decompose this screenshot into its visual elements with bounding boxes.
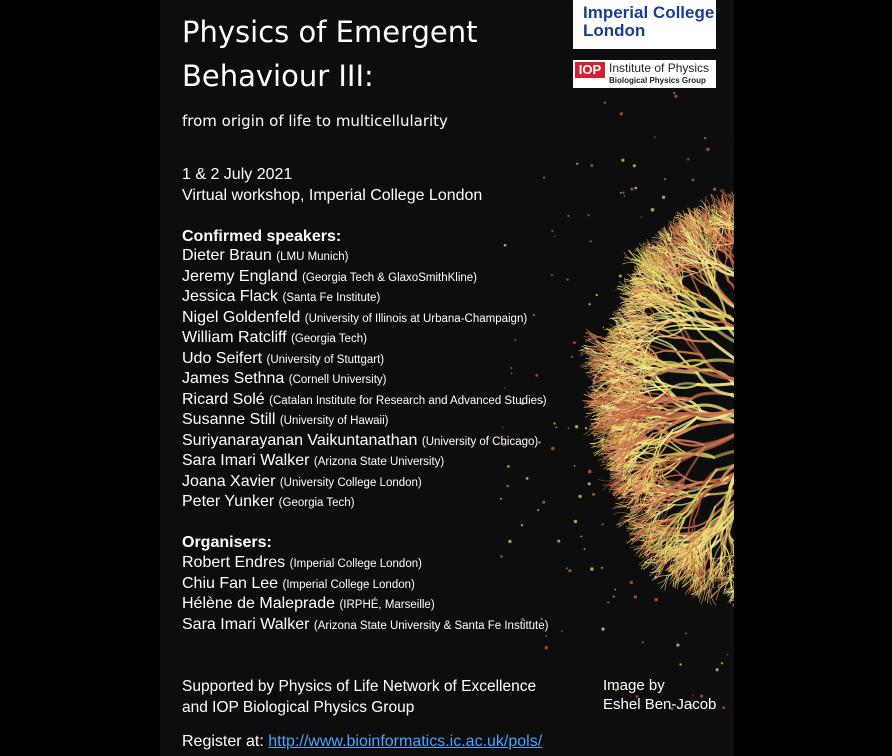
speaker-affiliation: (Georgia Tech)	[291, 333, 367, 345]
speaker-name: Dieter Braun	[182, 247, 272, 264]
register-link[interactable]: http://www.bioinformatics.ic.ac.uk/pols/	[268, 733, 543, 750]
organiser-name: Robert Endres	[182, 554, 286, 571]
speaker-name: Ricard Solé	[182, 390, 265, 408]
speaker-affiliation: (University of Hawaii)	[279, 415, 389, 427]
speaker-affiliation: (University College London)	[279, 476, 422, 489]
speaker-row	[182, 452, 444, 470]
speaker-row	[182, 473, 422, 491]
support-line-1: Supported by Physics of Life Network of Excellence	[182, 678, 537, 695]
organiser-affiliation: (Arizona State University & Santa Fe Institute)	[313, 619, 549, 632]
event-poster	[160, 0, 734, 756]
speaker-affiliation: (Catalan Institute for Research and Advanced Studies)	[269, 394, 547, 407]
speaker-row	[182, 370, 387, 388]
speaker-row	[182, 268, 477, 286]
image-credit	[603, 676, 716, 714]
iop-mark: IOP	[575, 62, 605, 78]
speaker-name: Sara Imari Walker	[182, 452, 310, 469]
organisers-heading: Organisers:	[182, 534, 272, 551]
poster-subtitle: from origin of life to multicellularity	[182, 112, 448, 130]
organiser-affiliation: (Imperial College London)	[289, 558, 422, 570]
speaker-row	[182, 411, 388, 429]
speaker-name: Suriyanarayanan Vaikuntanathan	[182, 431, 418, 449]
organiser-row	[182, 616, 548, 634]
speakers-heading: Confirmed speakers:	[182, 228, 342, 245]
speaker-affiliation: (Arizona State University)	[313, 456, 445, 468]
speaker-row	[182, 493, 355, 511]
imperial-logo-line-1: Imperial College	[583, 3, 715, 22]
support-note	[182, 676, 536, 718]
speaker-row	[182, 432, 538, 450]
speaker-row	[182, 391, 547, 409]
poster-title-line-1: Physics of Emergent	[182, 15, 478, 49]
speaker-row	[182, 288, 380, 306]
iop-name: Institute of Physics	[609, 61, 710, 75]
speaker-row	[182, 350, 384, 368]
iop-group: Biological Physics Group	[609, 76, 706, 85]
image-credit-line-2: Eshel Ben-Jacob	[603, 696, 717, 713]
organiser-name: Sara Imari Walker	[182, 615, 310, 633]
organiser-affiliation: (IRPHÉ, Marseille)	[339, 599, 435, 611]
speaker-affiliation: (Georgia Tech)	[278, 497, 355, 509]
event-date: 1 & 2 July 2021	[182, 166, 293, 183]
speaker-row	[182, 329, 367, 347]
imperial-logo-line-2: London	[583, 21, 646, 40]
speaker-name: Jeremy England	[182, 267, 298, 285]
organiser-name: Hélène de Maleprade	[182, 595, 335, 612]
organiser-row	[182, 595, 435, 613]
speaker-affiliation: (University of Stuttgart)	[266, 353, 385, 366]
speaker-affiliation: (LMU Munich)	[276, 251, 349, 263]
iop-logo	[573, 60, 716, 88]
speaker-name: William Ratcliff	[182, 329, 287, 346]
imperial-college-logo	[573, 0, 716, 49]
event-venue: Virtual workshop, Imperial College London	[182, 187, 483, 204]
register-line	[182, 733, 542, 751]
speaker-affiliation: (Cornell University)	[288, 374, 387, 386]
register-label: Register at:	[182, 733, 264, 750]
organiser-row	[182, 554, 422, 572]
poster-title-line-2: Behaviour III:	[182, 59, 374, 93]
speaker-affiliation: (University of Illinois at Urbana-Champaign)	[304, 312, 528, 325]
image-credit-line-1: Image by	[603, 677, 665, 694]
speaker-affiliation: (Georgia Tech & GlaxoSmithKline)	[302, 271, 477, 284]
organiser-row	[182, 575, 415, 593]
speaker-row	[182, 247, 349, 265]
organiser-affiliation: (Imperial College London)	[282, 578, 415, 591]
support-line-2: and IOP Biological Physics Group	[182, 699, 415, 716]
speaker-name: Jessica Flack	[182, 288, 279, 305]
speaker-affiliation: (University of Chicago)	[421, 435, 539, 448]
speaker-name: James Sethna	[182, 370, 285, 387]
speaker-name: Nigel Goldenfeld	[182, 308, 301, 326]
speaker-name: Susanne Still	[182, 411, 276, 428]
speaker-name: Peter Yunker	[182, 493, 275, 510]
speaker-affiliation: (Santa Fe Institute)	[282, 292, 381, 304]
speaker-name: Joana Xavier	[182, 472, 276, 490]
organiser-name: Chiu Fan Lee	[182, 574, 279, 592]
speaker-row	[182, 309, 527, 327]
speaker-name: Udo Seifert	[182, 349, 263, 367]
